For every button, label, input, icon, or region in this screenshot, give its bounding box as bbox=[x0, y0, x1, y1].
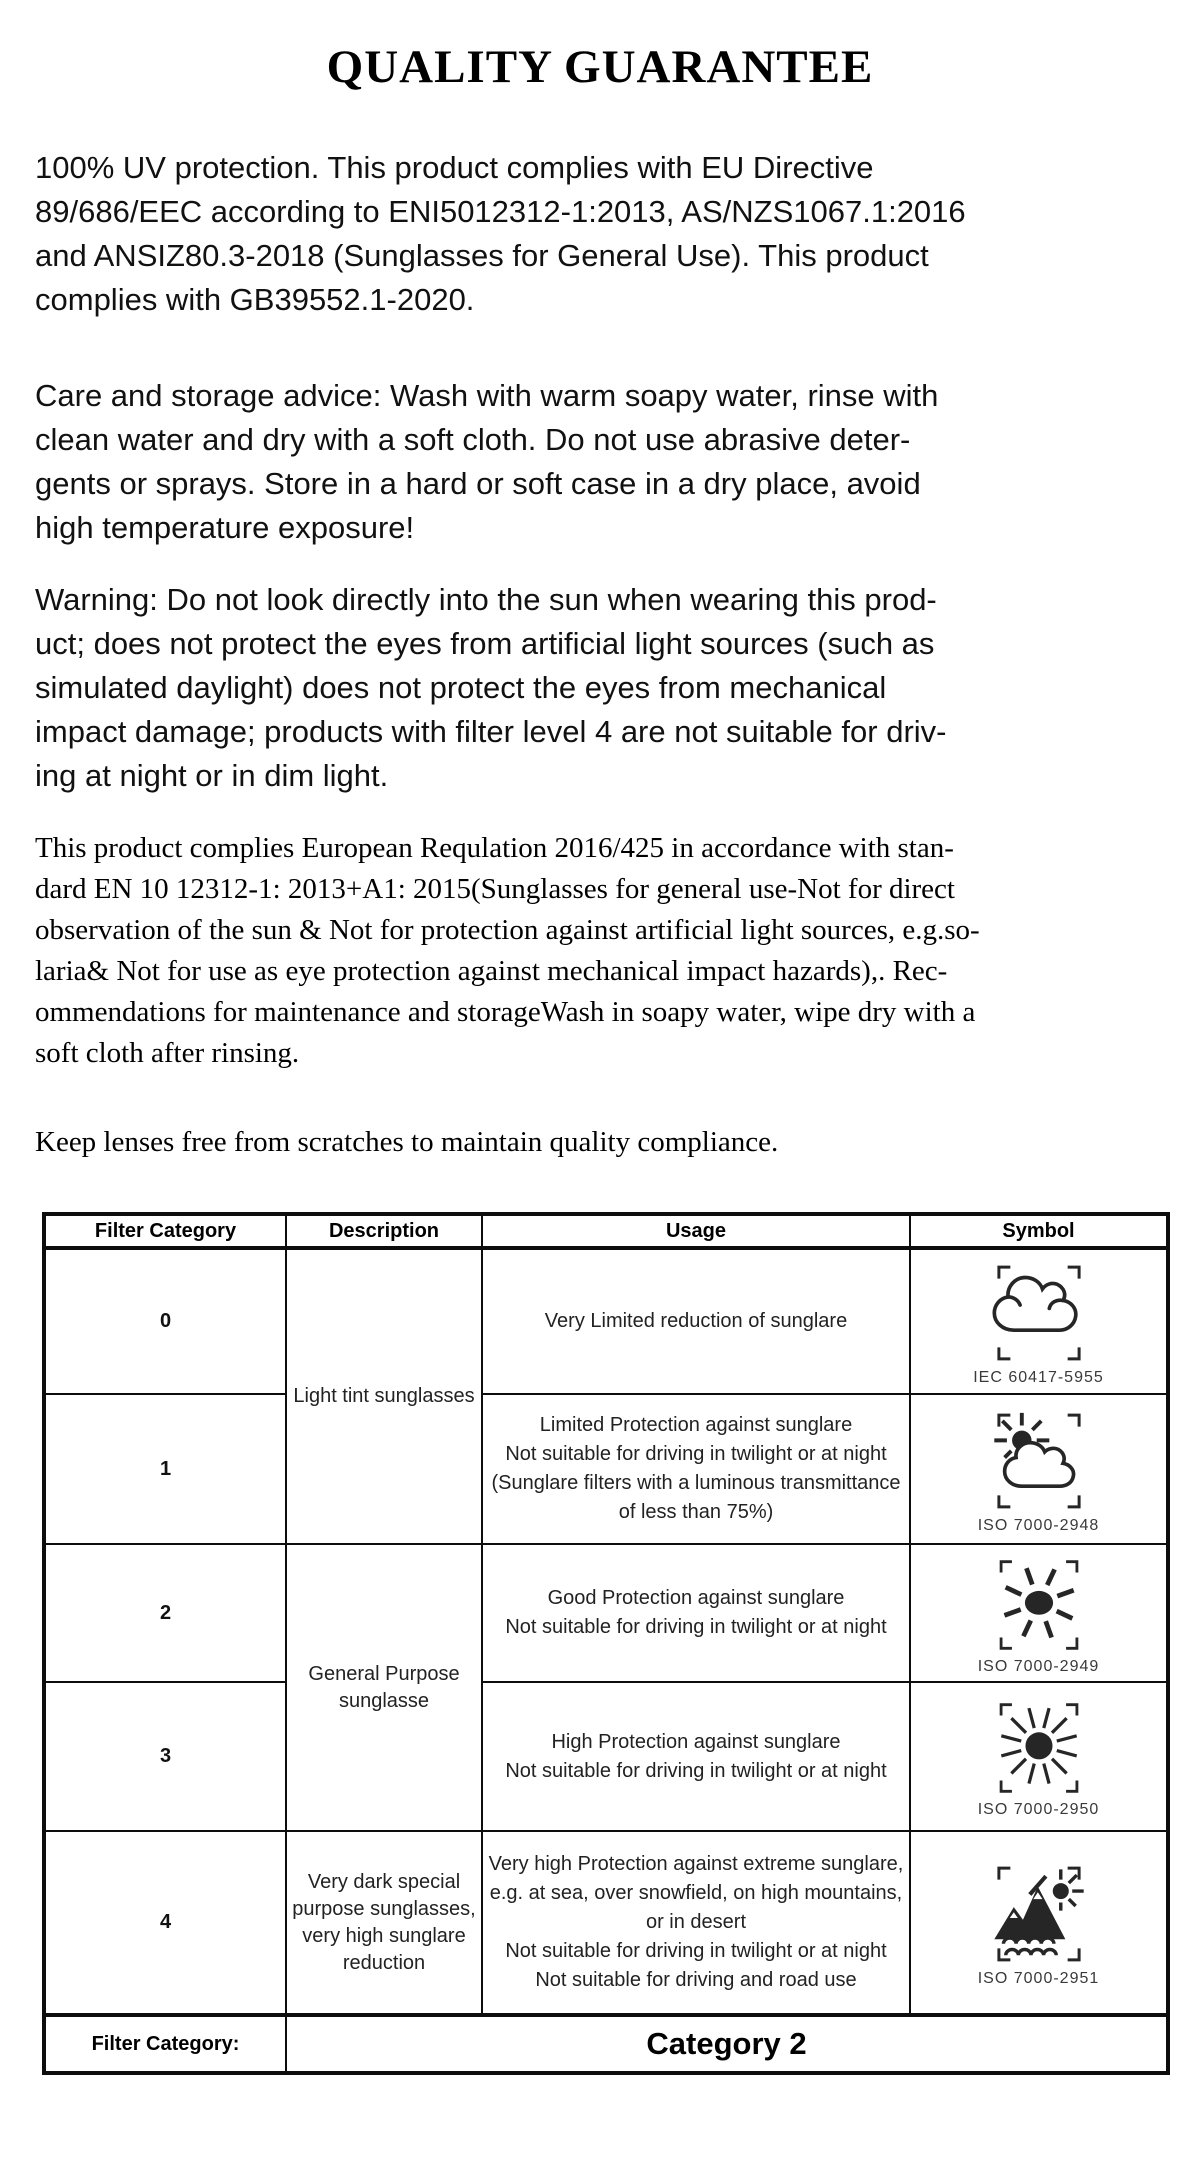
symbol-caption: ISO 7000-2951 bbox=[977, 1970, 1100, 1987]
text-line: Very high Protection against extreme sunglare, bbox=[488, 1853, 904, 1875]
text-line: uct; does not protect the eyes from artificial light sources (such as bbox=[35, 626, 935, 661]
text-line: Light tint sunglasses bbox=[293, 1385, 475, 1407]
text-line: ing at night or in dim light. bbox=[35, 758, 389, 793]
text-line: Not suitable for driving in twilight or at night bbox=[505, 1759, 887, 1782]
text-line: Care and storage advice: Wash with warm soapy water, rinse with bbox=[35, 378, 939, 413]
cloud-icon bbox=[975, 1258, 1103, 1368]
usage-cell bbox=[482, 1682, 910, 1831]
table-footer-row bbox=[44, 2015, 1168, 2073]
header-usage: Usage bbox=[482, 1214, 910, 1248]
text-line: 100% UV protection. This product complies with EU Directive bbox=[35, 150, 874, 185]
text-line: laria& Not for use as eye protection against mechanical impact hazards),. Rec- bbox=[35, 955, 948, 987]
table-row-category-2 bbox=[44, 1544, 1168, 1682]
category-value: 3 bbox=[44, 1682, 286, 1831]
paragraph-eu-regulation bbox=[35, 828, 1180, 1074]
usage-cell bbox=[482, 1544, 910, 1682]
text-line: observation of the sun & Not for protection against artificial light sources, e.g.so- bbox=[35, 914, 980, 946]
table-header-row bbox=[44, 1214, 1168, 1248]
symbol-cell bbox=[910, 1831, 1168, 2015]
text-line: sunglasse bbox=[338, 1689, 430, 1712]
header-symbol: Symbol bbox=[910, 1214, 1168, 1248]
table-row-category-4 bbox=[44, 1831, 1168, 2015]
text-line: Keep lenses free from scratches to maintain quality compliance. bbox=[35, 1126, 779, 1158]
text-line: very high sunglare bbox=[302, 1924, 466, 1947]
text-line: Warning: Do not look directly into the sun when wearing this prod- bbox=[35, 582, 937, 617]
text-line: ommendations for maintenance and storageWash in soapy water, wipe dry with a bbox=[35, 996, 976, 1028]
paragraph-warning bbox=[35, 578, 1180, 798]
text-line: impact damage; products with filter level 4 are not suitable for driv- bbox=[35, 714, 947, 749]
header-description: Description bbox=[286, 1214, 482, 1248]
filter-category-table bbox=[42, 1212, 1170, 2075]
symbol-cell bbox=[910, 1248, 1168, 1394]
text-line: 89/686/EEC according to ENI5012312-1:2013, AS/NZS1067.1:2016 bbox=[35, 194, 966, 229]
symbol-caption: ISO 7000-2949 bbox=[977, 1657, 1100, 1675]
header-filter-category: Filter Category bbox=[44, 1214, 286, 1248]
text-line: complies with GB39552.1-2020. bbox=[35, 282, 475, 317]
text-line: General Purpose bbox=[308, 1662, 460, 1685]
text-line: reduction bbox=[342, 1951, 426, 1974]
text-line: High Protection against sunglare bbox=[551, 1730, 841, 1753]
text-line: and ANSIZ80.3-2018 (Sunglasses for General Use). This product bbox=[35, 238, 929, 273]
mountain-sun-sea-icon bbox=[975, 1859, 1103, 1969]
table-row-category-0 bbox=[44, 1248, 1168, 1394]
text-line: Limited Protection against sunglare bbox=[539, 1414, 853, 1436]
category-value: 1 bbox=[44, 1394, 286, 1544]
text-line: purpose sunglasses, bbox=[292, 1897, 476, 1920]
text-line: clean water and dry with a soft cloth. Do not use abrasive deter- bbox=[35, 422, 911, 457]
text-line: Not suitable for driving in twilight or at night bbox=[505, 1940, 887, 1962]
text-line: (Sunglare filters with a luminous transmittance bbox=[491, 1472, 901, 1494]
text-line: soft cloth after rinsing. bbox=[35, 1037, 300, 1069]
paragraph-uv-protection bbox=[35, 146, 1180, 322]
text-line: dard EN 10 12312-1: 2013+A1: 2015(Sunglasses for general use-Not for direct bbox=[35, 873, 955, 905]
paragraph-care-storage bbox=[35, 374, 1180, 550]
description-general-purpose bbox=[286, 1544, 482, 1831]
text-line: of less than 75%) bbox=[618, 1501, 774, 1523]
symbol-cell bbox=[910, 1394, 1168, 1544]
text-line: Very Limited reduction of sunglare bbox=[544, 1310, 848, 1332]
page-title: QUALITY GUARANTEE bbox=[326, 41, 874, 93]
usage-cell bbox=[482, 1394, 910, 1544]
filter-category-label: Filter Category: bbox=[44, 2015, 286, 2073]
symbol-caption: ISO 7000-2950 bbox=[977, 1801, 1100, 1818]
description-light-tint bbox=[286, 1248, 482, 1544]
description-very-dark bbox=[286, 1831, 482, 2015]
text-line: or in desert bbox=[645, 1911, 747, 1933]
usage-cell bbox=[482, 1831, 910, 2015]
symbol-caption: ISO 7000-2948 bbox=[977, 1516, 1100, 1534]
symbol-cell bbox=[910, 1544, 1168, 1682]
bright-sun-icon bbox=[978, 1696, 1100, 1800]
text-line: This product complies European Requlation 2016/425 in accordance with stan- bbox=[35, 832, 954, 864]
text-line: Not suitable for driving in twilight or at night bbox=[505, 1616, 887, 1638]
paragraph-keep-lenses bbox=[35, 1122, 1180, 1163]
table-row-category-3 bbox=[44, 1682, 1168, 1831]
symbol-caption: IEC 60417-5955 bbox=[973, 1369, 1104, 1386]
text-line: Very dark special bbox=[307, 1870, 461, 1893]
text-line: Not suitable for driving and road use bbox=[535, 1969, 857, 1991]
filter-category-value: Category 2 bbox=[286, 2015, 1168, 2073]
text-line: e.g. at sea, over snowfield, on high mountains, bbox=[489, 1882, 903, 1904]
category-value: 4 bbox=[44, 1831, 286, 2015]
text-line: Good Protection against sunglare bbox=[547, 1587, 845, 1609]
text-line: high temperature exposure! bbox=[35, 510, 415, 545]
sun-behind-cloud-icon bbox=[975, 1406, 1103, 1516]
usage-cell bbox=[482, 1248, 910, 1394]
text-line: simulated daylight) does not protect the eyes from mechanical bbox=[35, 670, 887, 705]
table-row-category-1 bbox=[44, 1394, 1168, 1544]
text-line: Not suitable for driving in twilight or at night bbox=[505, 1443, 887, 1465]
symbol-cell bbox=[910, 1682, 1168, 1831]
category-value: 0 bbox=[44, 1248, 286, 1394]
text-line: gents or sprays. Store in a hard or soft case in a dry place, avoid bbox=[35, 466, 921, 501]
category-value: 2 bbox=[44, 1544, 286, 1682]
sun-icon bbox=[978, 1553, 1100, 1657]
